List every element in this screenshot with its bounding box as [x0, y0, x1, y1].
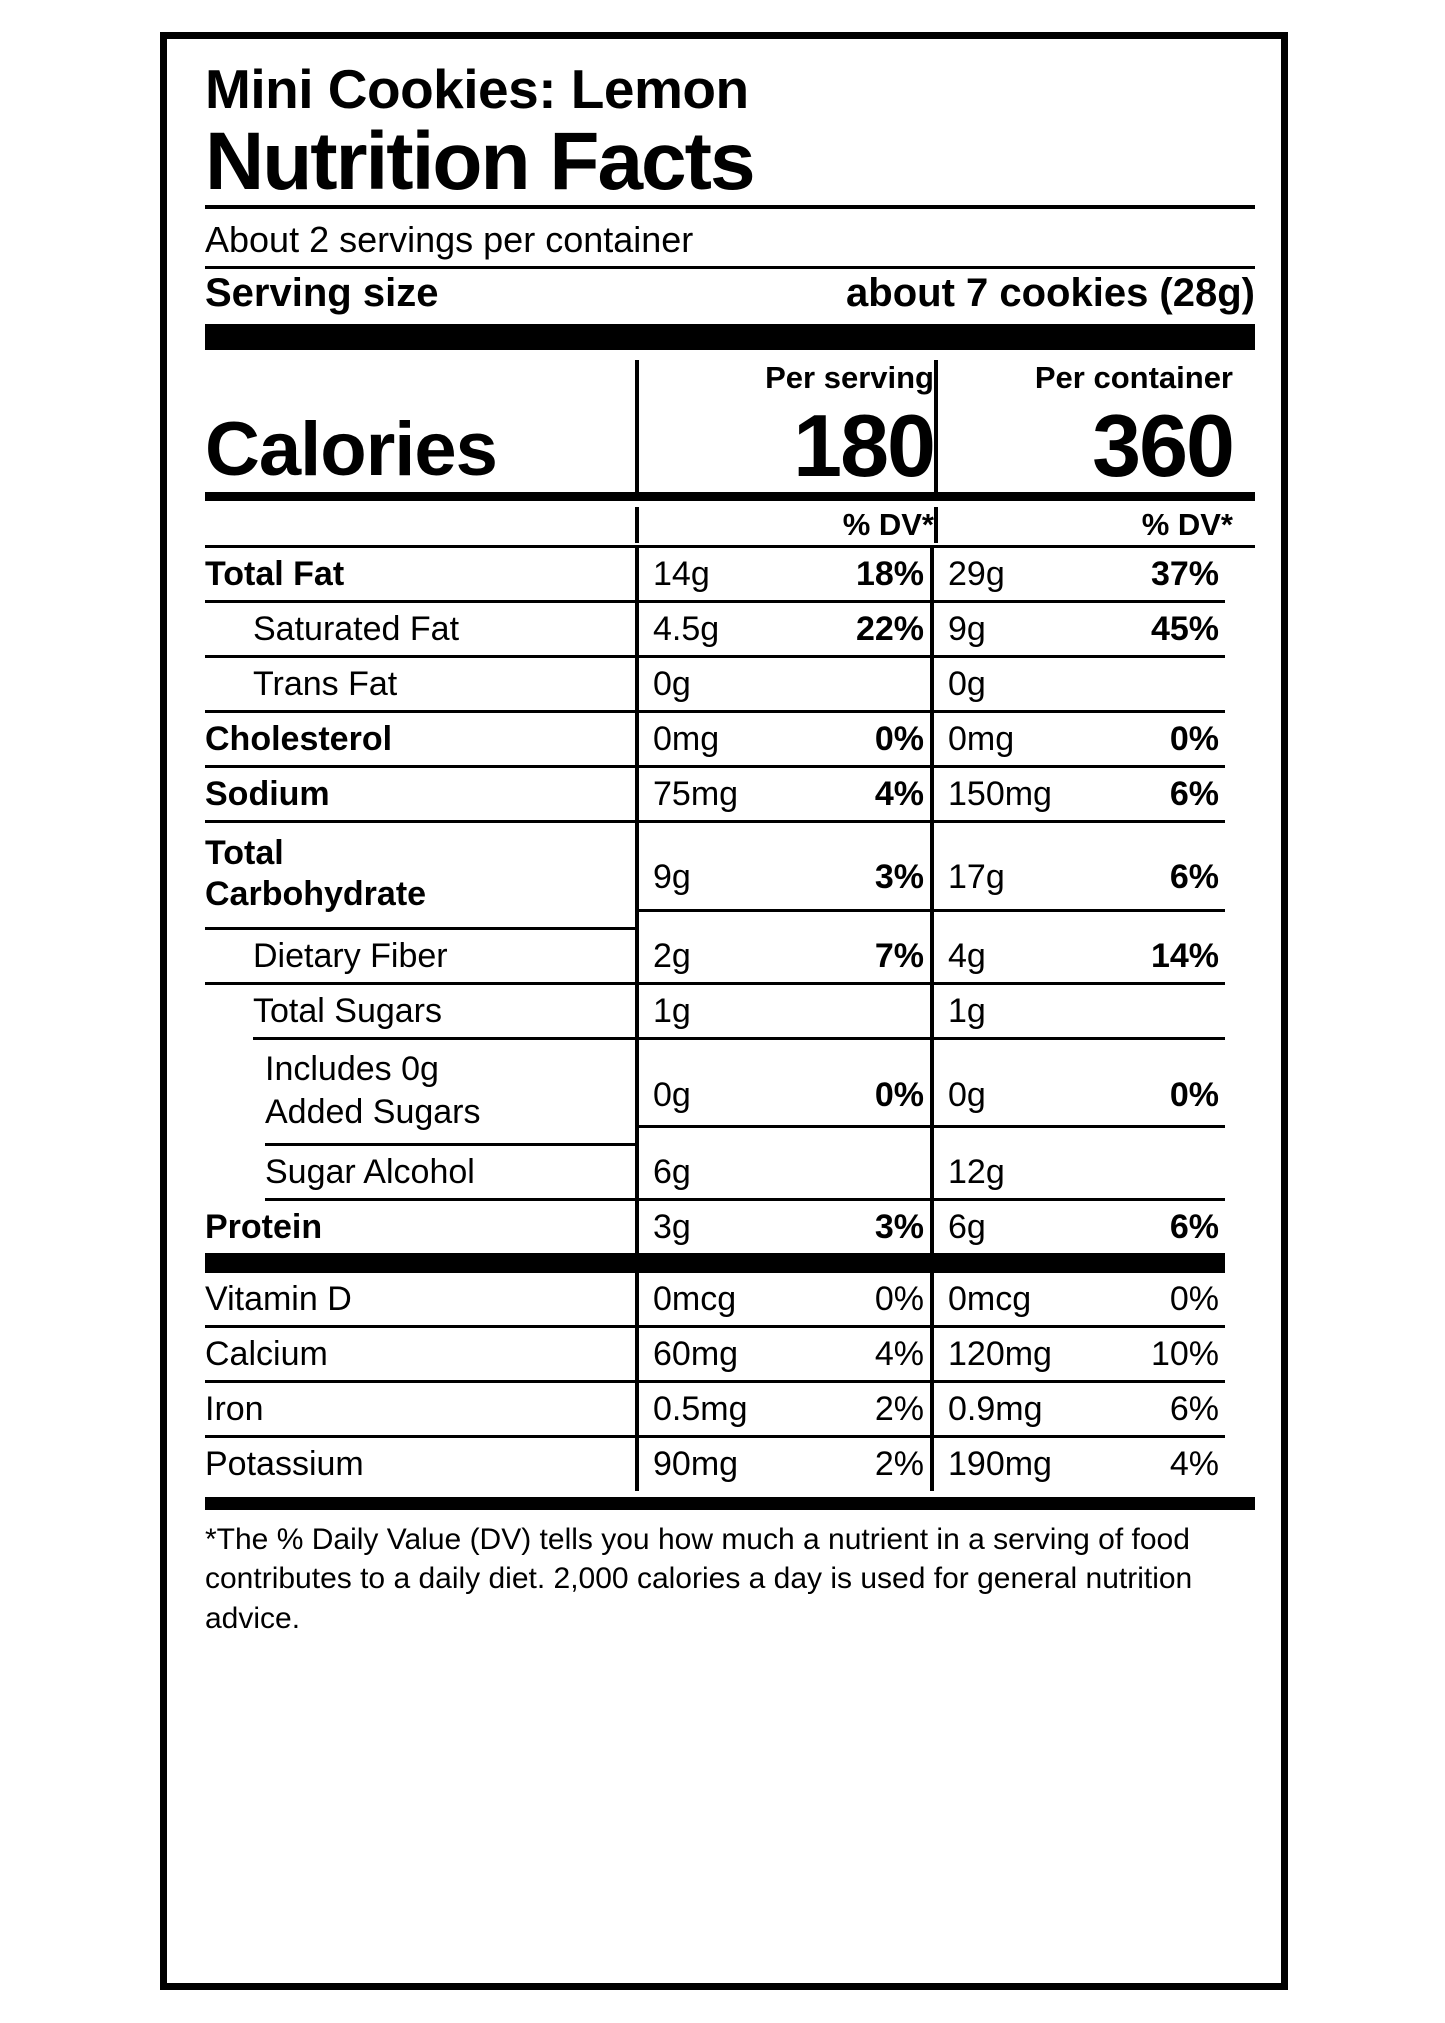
nutrient-name-cell	[205, 823, 635, 930]
per-serving-cell	[635, 1040, 930, 1146]
amount-value: 0.5mg	[653, 1390, 748, 1429]
dv-value: 22%	[855, 609, 924, 648]
serving-size-row	[205, 269, 1255, 324]
dv-header-per-container	[934, 507, 1233, 543]
per-serving-cell	[635, 985, 930, 1040]
amount-value: 150mg	[948, 775, 1052, 814]
table-row	[205, 930, 1255, 985]
nutrient-name-cell	[205, 1273, 635, 1328]
per-container-cell	[930, 548, 1225, 603]
table-row	[205, 1438, 1255, 1490]
nutrient-name-cell	[205, 658, 635, 713]
product-name: Mini Cookies: Lemon	[205, 58, 749, 120]
amount-value: 1g	[948, 991, 986, 1030]
servings-per-container: About 2 servings per container	[205, 218, 694, 260]
per-container-header-text: Per container	[1034, 359, 1233, 395]
amount-value: 0mg	[653, 720, 720, 759]
table-row	[205, 603, 1255, 658]
calories-label: Calories	[205, 406, 497, 492]
nutrient-name: Sugar Alcohol	[265, 1153, 475, 1191]
per-serving-cell	[635, 1438, 930, 1490]
dv-value: 7%	[874, 936, 924, 975]
amount-value: 90mg	[653, 1445, 739, 1484]
nutrient-name-cell	[205, 1040, 635, 1146]
dv-value: 4%	[874, 775, 924, 814]
dv-value: 0%	[874, 720, 924, 759]
calories-row	[205, 395, 1255, 495]
amount-value: 1g	[653, 991, 691, 1030]
amount-value: 3g	[653, 1208, 691, 1247]
serving-size-label: Serving size	[205, 270, 439, 315]
per-serving-cell	[635, 713, 930, 768]
per-container-cell	[930, 1201, 1225, 1273]
per-serving-cell	[635, 1383, 930, 1438]
per-container-cell	[930, 930, 1225, 985]
nutrient-name: Sodium	[205, 775, 330, 814]
nutrient-name: Total Fat	[205, 554, 345, 593]
per-serving-cell	[635, 1273, 930, 1328]
nutrient-name: Vitamin D	[205, 1280, 352, 1319]
table-row	[205, 1273, 1255, 1328]
table-row	[205, 1328, 1255, 1383]
nutrient-name-cell	[205, 1201, 635, 1273]
dv-header-per-container-text: % DV*	[1141, 506, 1233, 542]
dv-header-per-serving	[635, 507, 934, 543]
dv-value: 2%	[874, 1390, 924, 1429]
table-row	[205, 658, 1255, 713]
nutrient-name-cell	[205, 1146, 635, 1201]
per-container-cell	[930, 1040, 1225, 1146]
daily-value-header-row	[205, 501, 1255, 545]
per-serving-cell	[635, 823, 930, 930]
per-container-cell	[930, 823, 1225, 930]
nutrient-name: Total Sugars	[253, 991, 442, 1030]
dv-value: 18%	[855, 554, 924, 593]
amount-value: 14g	[653, 554, 710, 593]
table-row	[205, 985, 1255, 1040]
divider-above-footnote	[205, 1497, 1255, 1510]
dv-value: 4%	[874, 1335, 924, 1374]
per-serving-cell	[635, 768, 930, 823]
calories-label-cell	[205, 406, 635, 492]
amount-value: 4g	[948, 936, 986, 975]
nutrient-name-cell	[205, 930, 635, 985]
per-container-cell	[930, 1383, 1225, 1438]
nutrient-name-line2: Carbohydrate	[205, 875, 427, 914]
table-row	[205, 823, 1255, 930]
amount-value: 75mg	[653, 775, 739, 814]
per-serving-cell	[635, 658, 930, 713]
nutrient-name-cell	[205, 768, 635, 823]
serving-size-value: about 7 cookies (28g)	[846, 270, 1255, 315]
table-row	[205, 713, 1255, 768]
dv-value: 14%	[1150, 936, 1219, 975]
calories-per-container-value: 360	[1092, 395, 1233, 495]
dv-value: 6%	[1169, 775, 1219, 814]
daily-value-footnote: *The % Daily Value (DV) tells you how much a nutrient in a serving of food contributes to a daily diet. 2,000 calories a day is used for general nutrition advice.	[205, 1522, 1193, 1635]
per-container-cell	[930, 658, 1225, 713]
per-serving-cell	[635, 1201, 930, 1273]
nutrient-name	[205, 1040, 635, 1139]
divider-thick-top	[205, 324, 1255, 350]
dv-value: 6%	[1169, 858, 1219, 897]
amount-value: 0mg	[948, 720, 1015, 759]
nutrition-facts-panel	[160, 32, 1288, 1990]
dv-value: 0%	[1169, 720, 1219, 759]
per-container-cell	[930, 1146, 1225, 1201]
nutrient-name-cell	[205, 713, 635, 768]
amount-value: 9g	[653, 858, 691, 897]
dv-value: 6%	[1169, 1208, 1219, 1247]
dv-value: 2%	[874, 1445, 924, 1484]
table-row	[205, 1383, 1255, 1438]
nutrient-name: Trans Fat	[253, 664, 398, 703]
per-container-cell	[930, 985, 1225, 1040]
amount-value: 0g	[653, 664, 691, 703]
table-row	[205, 1040, 1255, 1146]
per-container-cell	[930, 1438, 1225, 1490]
nutrient-name-line1: Total	[205, 834, 284, 873]
per-container-cell	[930, 1328, 1225, 1383]
dv-value: 0%	[1169, 1280, 1219, 1319]
per-container-cell	[930, 768, 1225, 823]
amount-value: 120mg	[948, 1335, 1052, 1374]
nutrient-name: Dietary Fiber	[253, 936, 448, 975]
amount-value: 9g	[948, 609, 986, 648]
amount-value: 12g	[948, 1153, 1005, 1191]
nutrient-name-cell	[205, 985, 635, 1040]
dv-value: 10%	[1150, 1335, 1219, 1374]
dv-value: 3%	[874, 858, 924, 897]
amount-value: 2g	[653, 936, 691, 975]
nutrient-name: Cholesterol	[205, 720, 393, 759]
added-sugars-line2: Added Sugars	[265, 1092, 481, 1131]
amount-value: 0g	[948, 664, 986, 703]
dv-header-per-serving-text: % DV*	[842, 506, 934, 542]
per-serving-cell	[635, 1328, 930, 1383]
dv-header-spacer	[205, 507, 635, 543]
nutrient-name: Iron	[205, 1390, 264, 1429]
amount-value: 0.9mg	[948, 1390, 1043, 1429]
amount-value: 0g	[948, 1076, 986, 1114]
dv-value: 0%	[874, 1076, 924, 1114]
per-serving-cell	[635, 930, 930, 985]
nutrient-name-cell	[205, 1438, 635, 1490]
amount-value: 0mcg	[948, 1280, 1032, 1319]
nutrient-name-cell	[205, 603, 635, 658]
table-row	[205, 1201, 1255, 1273]
dv-value: 0%	[1169, 1076, 1219, 1114]
table-row	[205, 1146, 1255, 1201]
per-serving-cell	[635, 548, 930, 603]
panel-inner	[205, 58, 1255, 1638]
per-serving-cell	[635, 603, 930, 658]
nutrient-name-cell	[205, 1383, 635, 1438]
nutrient-name: Potassium	[205, 1445, 364, 1484]
table-row	[205, 548, 1255, 603]
dv-value: 4%	[1169, 1445, 1219, 1484]
nutrient-name-cell	[205, 548, 635, 603]
table-row	[205, 768, 1255, 823]
per-container-cell	[930, 603, 1225, 658]
per-serving-cell	[635, 1146, 930, 1201]
dv-value: 3%	[874, 1208, 924, 1247]
calories-per-serving-cell	[635, 395, 934, 495]
amount-value: 17g	[948, 858, 1005, 897]
nutrient-name: Protein	[205, 1208, 323, 1247]
column-header-row	[205, 350, 1255, 402]
amount-value: 60mg	[653, 1335, 739, 1374]
nutrient-name-cell	[205, 1328, 635, 1383]
per-serving-header-text: Per serving	[765, 359, 934, 395]
calories-per-serving-value: 180	[793, 395, 934, 495]
page-title: Nutrition Facts	[205, 115, 754, 207]
amount-value: 0mcg	[653, 1280, 737, 1319]
dv-value: 6%	[1169, 1390, 1219, 1429]
dv-value: 0%	[874, 1280, 924, 1319]
nutrient-name: Calcium	[205, 1335, 328, 1374]
per-container-cell	[930, 713, 1225, 768]
dv-value: 45%	[1150, 609, 1219, 648]
dv-value: 37%	[1150, 554, 1219, 593]
added-sugars-line1: Includes 0g	[265, 1050, 439, 1088]
amount-value: 4.5g	[653, 609, 720, 648]
per-container-cell	[930, 1273, 1225, 1328]
calories-per-container-cell	[934, 395, 1233, 495]
amount-value: 6g	[653, 1153, 691, 1191]
amount-value: 190mg	[948, 1445, 1052, 1484]
amount-value: 0g	[653, 1076, 691, 1114]
amount-value: 6g	[948, 1208, 986, 1247]
nutrient-name: Saturated Fat	[253, 609, 460, 648]
nutrient-name	[205, 823, 635, 921]
amount-value: 29g	[948, 554, 1005, 593]
